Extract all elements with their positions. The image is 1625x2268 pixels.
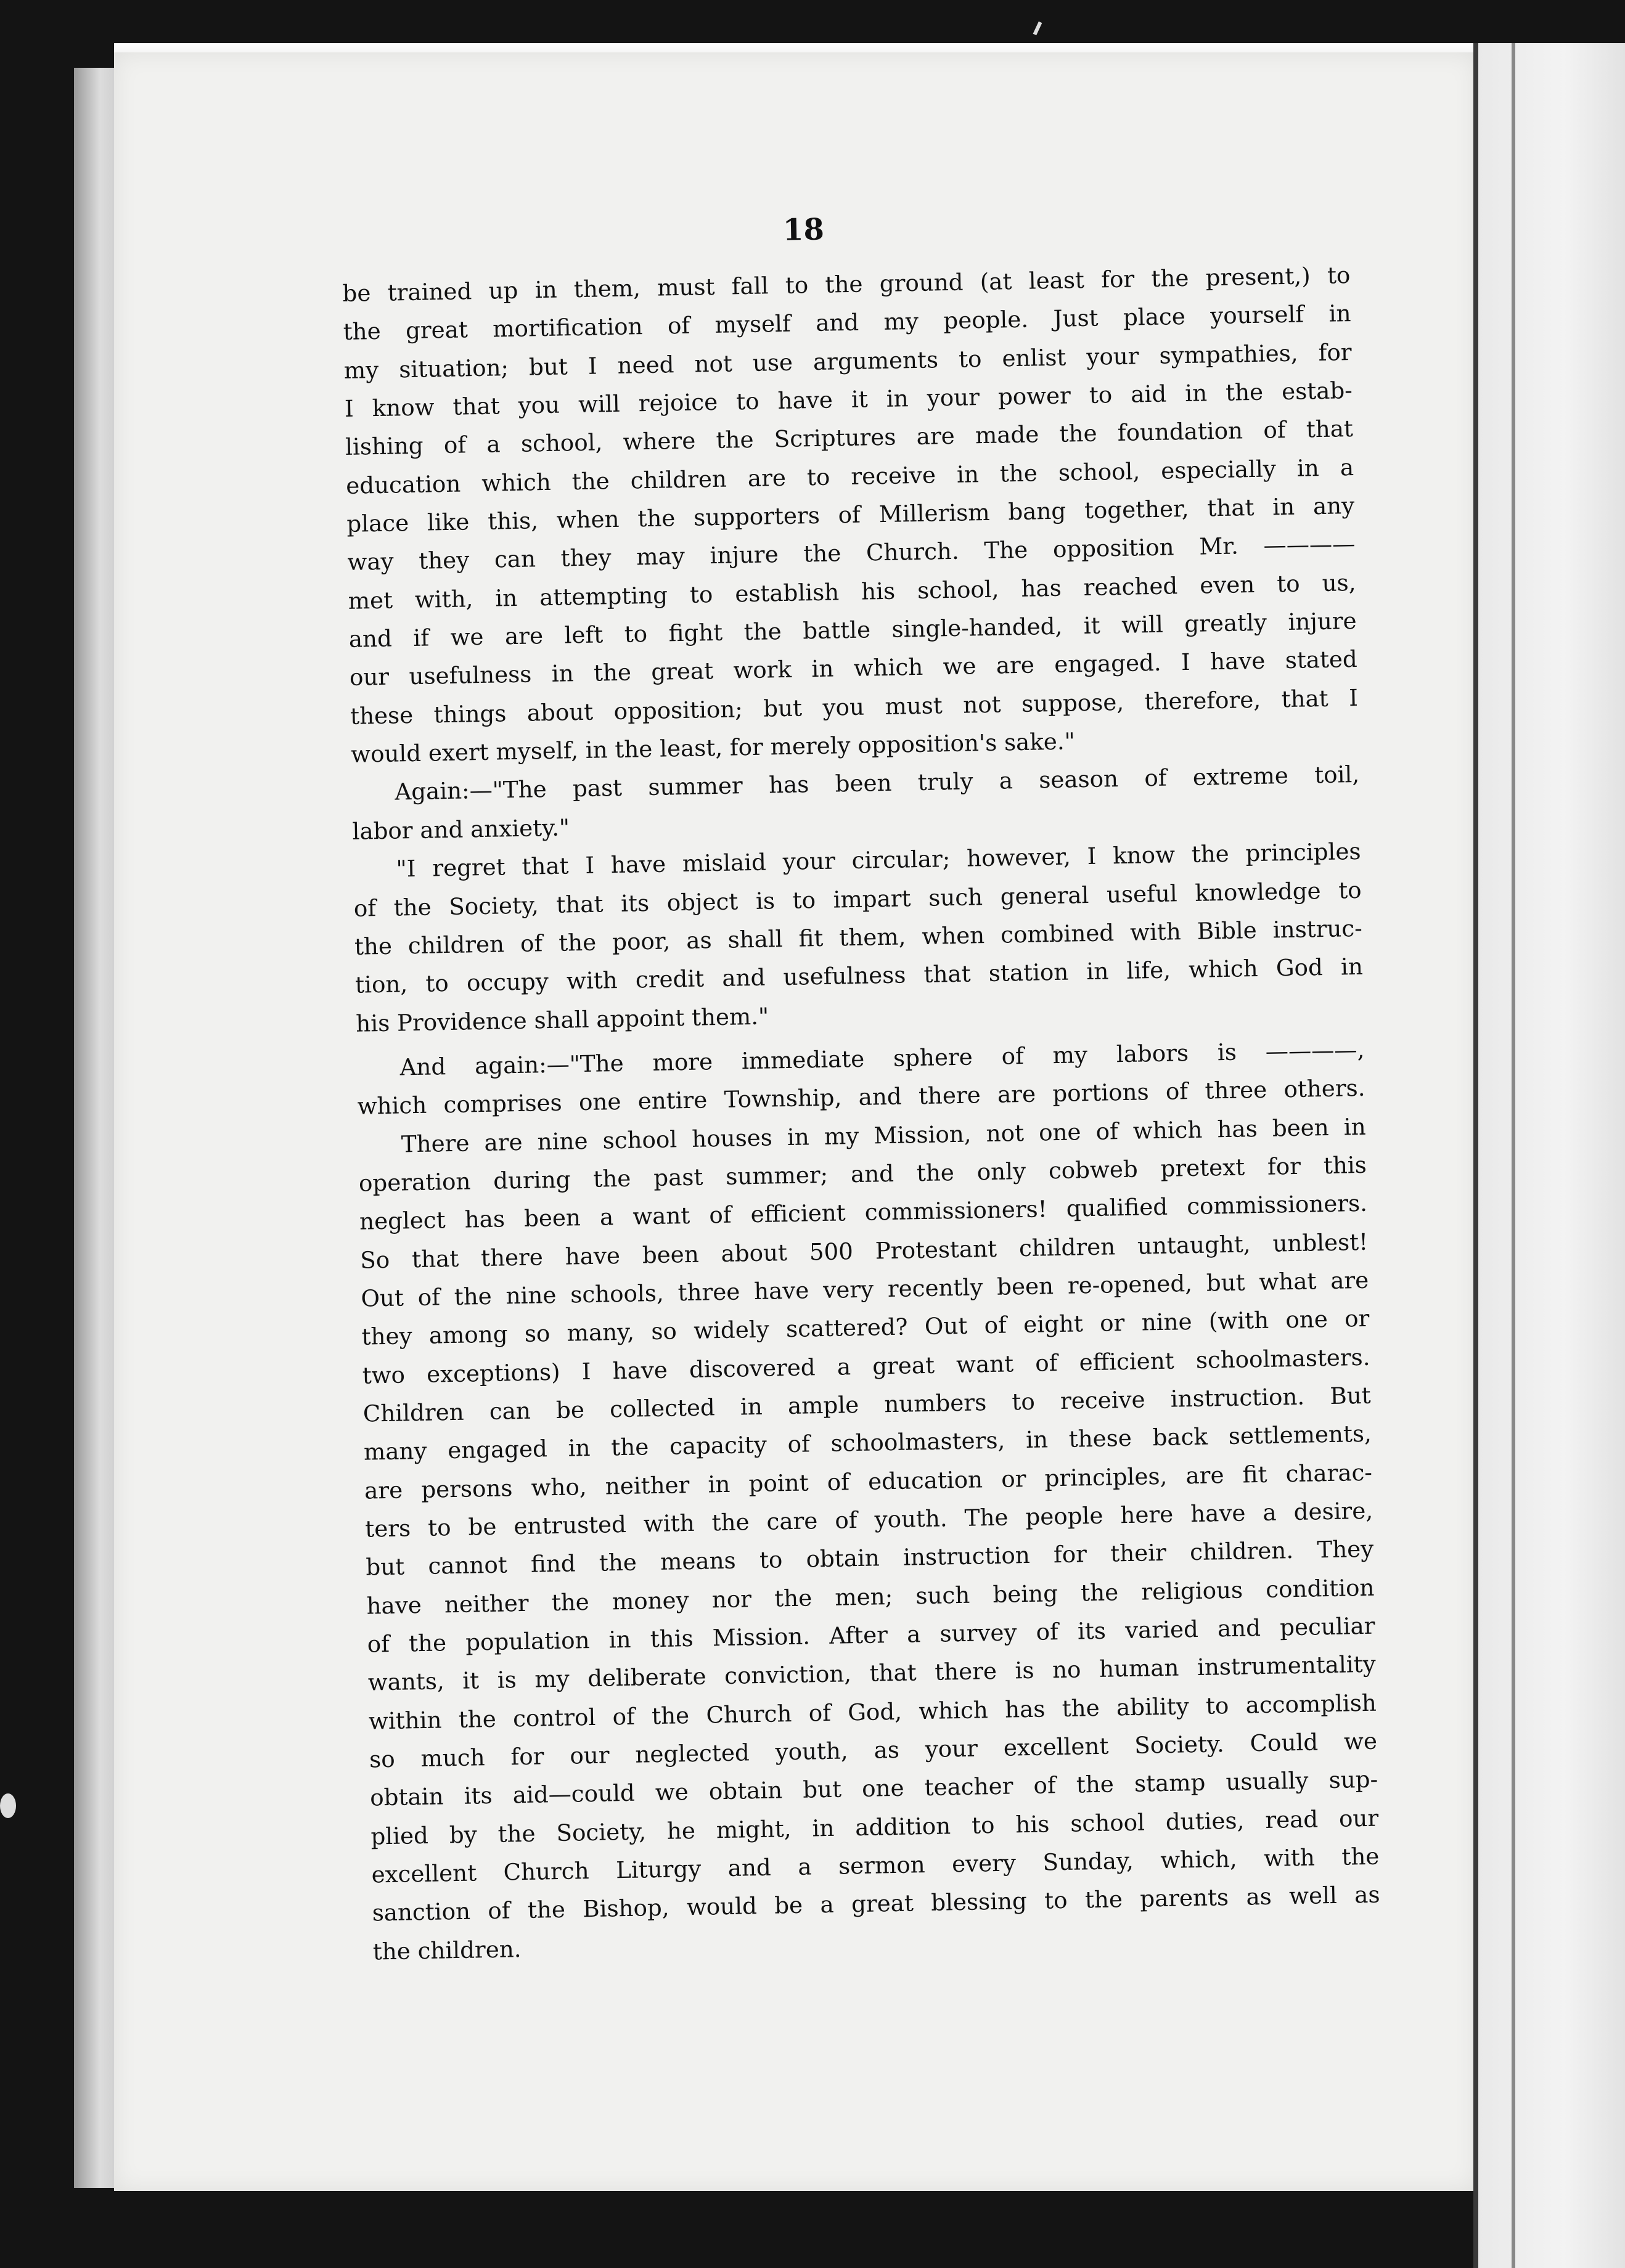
scan-speck xyxy=(1033,22,1042,35)
facing-page-edge xyxy=(1473,43,1625,2268)
text-line: Again:—"The past summer has been truly a season of extreme toil, xyxy=(395,761,1360,806)
text-line: these things about opposition; but you must not suppose, therefore, that I xyxy=(350,683,1359,730)
text-line: his Providence shall appoint them." xyxy=(355,1002,769,1037)
text-line: and if we are left to fight the battle single-handed, it will greatly injure xyxy=(348,607,1357,653)
text-line: met with, in attempting to establish his school, has reached even to us, xyxy=(348,568,1356,614)
text-line: And again:—"The more immediate sphere of my labors is ————, xyxy=(399,1035,1365,1081)
facing-page-rule xyxy=(1512,43,1515,2268)
text-line: our usefulness in the great work in which we are engaged. I have stated xyxy=(349,645,1358,691)
text-line: "I regret that I have mislaid your circular; however, I know the principles xyxy=(396,838,1361,883)
text-line: way they can they may injure the Church. The opposition Mr. ———— xyxy=(347,530,1356,576)
text-line: so much for our neglected youth, as your excellent Society. Could we xyxy=(369,1727,1378,1773)
page-stack-edge xyxy=(74,68,117,2188)
text-line: have neither the money nor the men; such being the religious condition xyxy=(366,1573,1375,1620)
text-line: but cannot find the means to obtain instruction for their children. They xyxy=(366,1535,1374,1581)
text-line: There are nine school houses in my Mission, not one of which has been in xyxy=(401,1112,1367,1158)
text-line: which comprises one entire Township, and there are portions of three others. xyxy=(357,1074,1365,1120)
text-line: of the Society, that its object is to impart such general useful knowledge to xyxy=(353,876,1362,922)
text-line: sanction of the Bishop, would be a great blessing to the parents as well as xyxy=(372,1881,1380,1927)
text-line: labor and anxiety." xyxy=(352,814,570,845)
text-line: neglect has been a want of efficient commissioners! qualified commissioners. xyxy=(359,1189,1368,1235)
text-line: they among so many, so widely scattered? Out of eight or nine (with one or xyxy=(361,1305,1370,1350)
text-line: the children of the poor, as shall fit them, when combined with Bible instruc- xyxy=(354,914,1363,960)
text-line: two exceptions) I have discovered a great want of efficient schoolmasters. xyxy=(362,1343,1370,1389)
text-line: Out of the nine schools, three have very recently been re-opened, but what are xyxy=(361,1266,1369,1312)
text-line: I know that you will rejoice to have it in your power to aid in the estab- xyxy=(344,377,1353,422)
text-line: the great mortification of myself and my people. Just place yourself in xyxy=(343,300,1351,346)
text-line: within the control of the Church of God, which has the ability to accomplish xyxy=(368,1689,1377,1735)
page-number: 18 xyxy=(782,212,825,248)
text-line: be trained up in them, must fall to the ground (at least for the present,) to xyxy=(342,261,1351,307)
text-line: are persons who, neither in point of education or principles, are fit charac- xyxy=(364,1458,1373,1504)
text-line: Children can be collected in ample numbers to receive instruction. But xyxy=(362,1381,1372,1427)
text-line: plied by the Society, he might, in addition to his school duties, read our xyxy=(370,1804,1379,1850)
text-line: So that there have been about 500 Protestant children untaught, unblest! xyxy=(359,1228,1369,1274)
text-line: wants, it is my deliberate conviction, that there is no human instrumentality xyxy=(367,1650,1377,1696)
text-line: the children. xyxy=(372,1935,522,1965)
text-line: excellent Church Liturgy and a sermon every Sunday, which, with the xyxy=(371,1842,1380,1888)
text-line: place like this, when the supporters of Millerism bang together, that in any xyxy=(346,492,1355,537)
text-line: obtain its aid—could we obtain but one teacher of the stamp usually sup- xyxy=(369,1766,1378,1811)
text-line: would exert myself, in the least, for merely opposition's sake." xyxy=(350,727,1076,768)
text-line: lishing of a school, where the Scriptures are made the foundation of that xyxy=(345,415,1354,461)
scan-blemish xyxy=(0,1793,16,1818)
text-line: education which the children are to receive in the school, especially in a xyxy=(345,453,1354,499)
text-line: ters to be entrusted with the care of youth. The people here have a desire, xyxy=(364,1496,1373,1543)
text-line: of the population in this Mission. After a survey of its varied and peculiar xyxy=(367,1612,1375,1658)
text-line: operation during the past summer; and the only cobweb pretext for this xyxy=(358,1151,1367,1197)
text-line: tion, to occupy with credit and usefulness that station in life, which God in xyxy=(354,953,1364,998)
text-line: many engaged in the capacity of schoolmasters, in these back settlements, xyxy=(363,1420,1372,1466)
body-text xyxy=(342,256,1381,1971)
text-line: my situation; but I need not use arguments to enlist your sympathies, for xyxy=(343,338,1352,384)
